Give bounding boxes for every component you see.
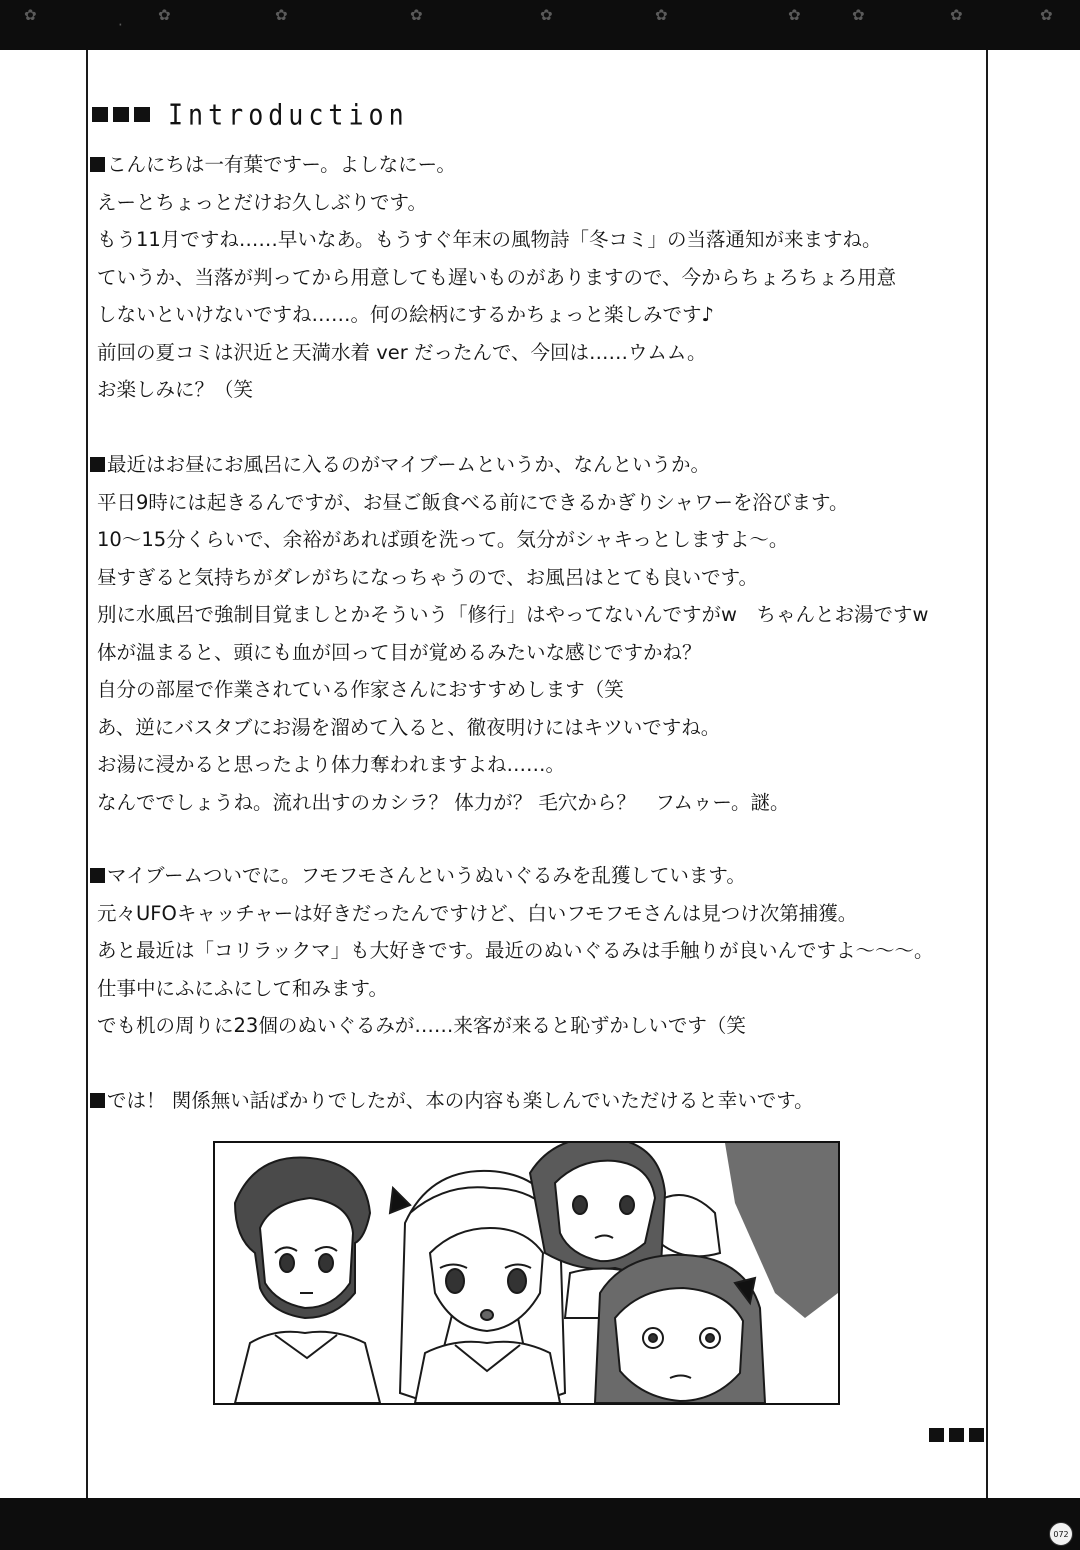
text-line: 仕事中にふにふにして和みます。 (97, 976, 388, 1000)
section-heading (92, 97, 409, 132)
left-frame-line (86, 50, 88, 1498)
text-line: では！ 関係無い話ばかりでしたが、本の内容も楽しんでいただけると幸いです。 (90, 1082, 970, 1120)
flower-ornament-icon: ✿ (158, 6, 171, 24)
text-line: ていうか、当落が判ってから用意しても遅いものがありますので、今からちょろちょろ用意 (97, 265, 897, 289)
text-line: マイブームついでに。フモフモさんというぬいぐるみを乱獲しています。 (90, 857, 970, 895)
text-line: 昼すぎると気持ちがダレがちになっちゃうので、お風呂はとても良いです。 (97, 565, 759, 589)
heading-squares-icon (92, 107, 150, 122)
text-line: お楽しみに？（笑 (97, 378, 254, 401)
flower-ornament-icon: ✿ (852, 6, 865, 24)
page-number-badge: 072 (1049, 1522, 1073, 1546)
text-line: 別に水風呂で強制目覚ましとかそういう「修行」はやってないんですがw ちゃんとお湯ですw (97, 603, 929, 626)
text-line: 最近はお昼にお風呂に入るのがマイブームというか、なんというか。 (90, 446, 970, 484)
bottom-decorative-bar (0, 1498, 1080, 1550)
text-line: こんにちは一有葉ですー。よしなにー。 (90, 146, 970, 184)
end-marker-squares-icon (929, 1428, 984, 1442)
bullet-square-icon (90, 157, 105, 172)
flower-ornament-icon: ✿ (410, 6, 423, 24)
text-line: しないといけないですね……。何の絵柄にするかちょっと楽しみです♪ (97, 303, 714, 326)
text-line: 自分の部屋で作業されている作家さんにおすすめします（笑 (97, 678, 624, 701)
text-line: あ、逆にバスタブにお湯を溜めて入ると、徹夜明けにはキツいですね。 (97, 715, 721, 739)
flower-ornament-icon: ✿ (1040, 6, 1053, 24)
right-frame-line (986, 50, 988, 1498)
text-line: もう11月ですね……早いなあ。もうすぐ年末の風物詩「冬コミ」の当落通知が来ますね。 (97, 228, 882, 251)
text-line: 前回の夏コミは沢近と天満水着 ver だったんで、今回は……ウムム。 (97, 340, 707, 364)
manga-illustration (213, 1141, 840, 1405)
text-line: えーとちょっとだけお久しぶりです。 (97, 190, 427, 214)
bullet-square-icon (90, 1093, 105, 1108)
text-line: お湯に浸かると思ったより体力奪われますよね……。 (97, 753, 566, 776)
flower-ornament-icon: ✿ (275, 6, 288, 24)
flower-ornament-icon: ✿ (24, 6, 37, 24)
flower-ornament-icon: ✿ (788, 6, 801, 24)
heading-title: Introduction (168, 97, 409, 132)
flower-ornament-icon: ✿ (655, 6, 668, 24)
paragraph-greeting (90, 146, 970, 409)
bullet-square-icon (90, 868, 105, 883)
text-line: 元々UFOキャッチャーは好きだったんですけど、白いフモフモさんは見つけ次第捕獲。 (97, 901, 858, 925)
flower-ornament-icon: · (118, 16, 123, 34)
paragraph-closing (90, 1082, 970, 1120)
text-line: 平日9時には起きるんですが、お昼ご飯食べる前にできるかぎりシャワーを浴びます。 (97, 490, 849, 514)
flower-ornament-icon: ✿ (950, 6, 963, 24)
bullet-square-icon (90, 457, 105, 472)
text-line: でも机の周りに23個のぬいぐるみが……来客が来ると恥ずかしいです（笑 (97, 1014, 746, 1037)
characters-drawing (215, 1143, 838, 1403)
top-decorative-bar (0, 0, 1080, 50)
text-line: 体が温まると、頭にも血が回って目が覚めるみたいな感じですかね？ (97, 640, 702, 664)
paragraph-bath (90, 446, 970, 821)
text-line: あと最近は「コリラックマ」も大好きです。最近のぬいぐるみは手触りが良いんですよ～～～。 (97, 939, 934, 962)
text-line: 10～15分くらいで、余裕があれば頭を洗って。気分がシャキっとしますよ～。 (97, 528, 789, 551)
text-line: なんででしょうね。流れ出すのカシラ？ 体力が？ 毛穴から？ フムゥー。謎。 (97, 790, 790, 814)
flower-ornament-icon: ✿ (540, 6, 553, 24)
paragraph-plush (90, 857, 970, 1045)
